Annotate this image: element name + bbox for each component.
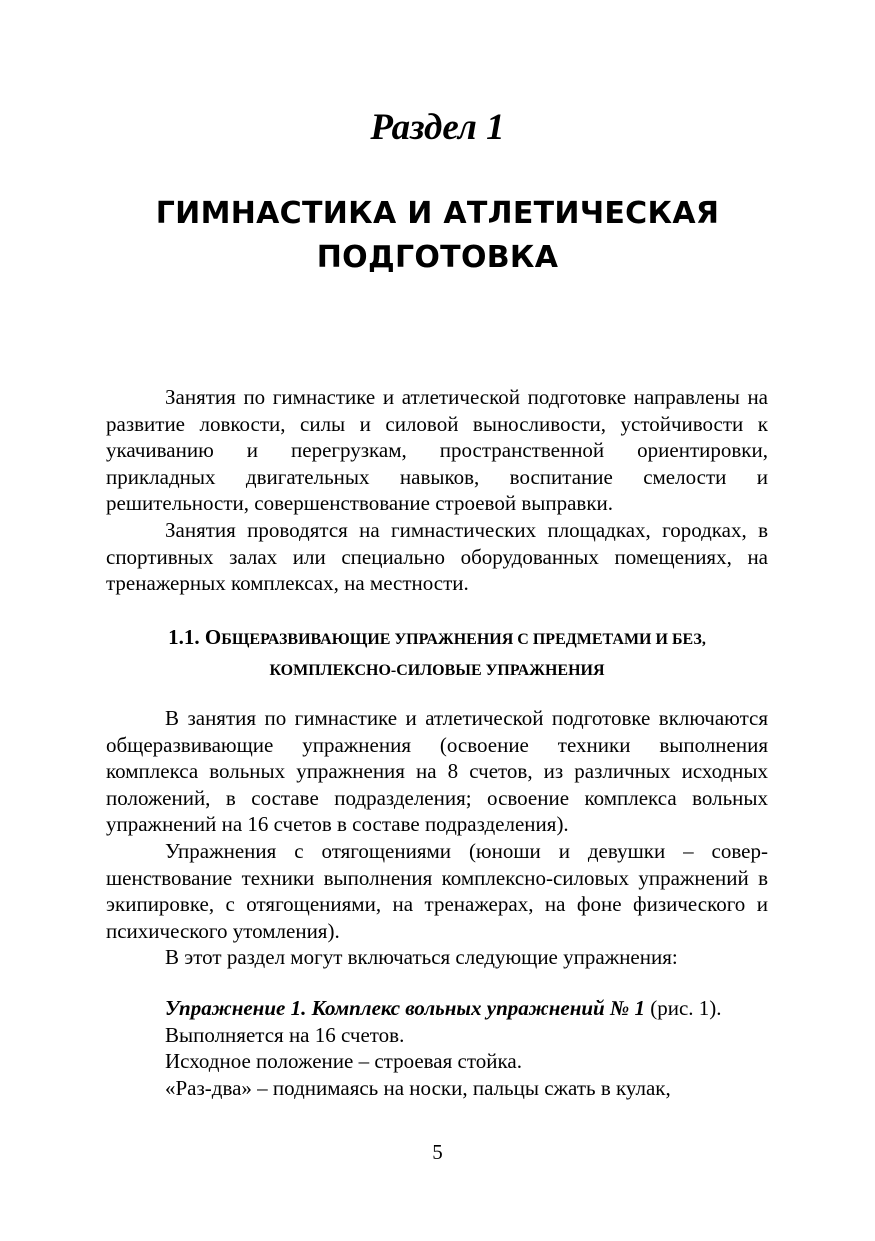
subsection-heading	[106, 622, 768, 686]
chapter-title-line-2: ПОДГОТОВКА	[316, 240, 559, 275]
body-text	[106, 705, 768, 971]
intro-paragraph-2: Занятия проводятся на гимнастических площадках, городках, в спортивных залах или специально оборудованных помещениях, на тренажерных комплексах, на местности.	[106, 517, 768, 596]
body-paragraph-1: В занятия по гимнастике и атлетической подготовке включаются общеразвивающие упражнения (освоение техники выполнения комплекса вольных упражнения на 8 счетов, из различных исходных положений, в составе подразделения; освоение комплекса вольных упражнений на 16 счетов в составе подразделения).	[106, 706, 768, 837]
subsection-number: 1.1.	[168, 625, 205, 649]
subsection-heading-line-2: КОМПЛЕКСНО-СИЛОВЫЕ УПРАЖНЕНИЯ	[269, 662, 605, 679]
exercise-title: Упражнение 1. Комплекс вольных упражнений № 1	[165, 996, 645, 1020]
exercise-title-suffix: (рис. 1).	[644, 996, 722, 1020]
subsection-initial: О	[204, 625, 222, 649]
page-number: 5	[432, 1140, 443, 1164]
exercise-text	[106, 995, 768, 1101]
chapter-title-line-1: ГИМНАСТИКА И АТЛЕТИЧЕСКАЯ	[155, 196, 720, 231]
exercise-line-2: Исходное положение – строевая стойка.	[165, 1049, 522, 1074]
chapter-title	[0, 192, 875, 280]
exercise-line-3: «Раз-два» – поднимаясь на носки, пальцы сжать в кулак,	[165, 1075, 671, 1100]
exercise-line-1: Выполняется на 16 счетов.	[165, 1022, 405, 1047]
body-paragraph-3: В этот раздел могут включаться следующие упражнения:	[165, 945, 678, 970]
section-label: Раздел 1	[370, 107, 505, 148]
exercise-heading	[106, 995, 768, 1022]
intro-text	[106, 384, 768, 597]
subsection-title-rest: БЩЕРАЗВИВАЮЩИЕ УПРАЖНЕНИЯ С ПРЕДМЕТАМИ И БЕЗ,	[221, 631, 706, 648]
subsection-heading-line-1	[106, 622, 768, 655]
body-paragraph-2: Упражнения с отягощениями (юноши и девушки – совершенствование техники выполнения комплексно-силовых упражнений в экипировке, с отягощениями, на тренажерах, на фоне физического и психического утомления).	[106, 838, 768, 943]
intro-paragraph-1: Занятия по гимнастике и атлетической подготовке направлены на развитие ловкости, силы и силовой выносливости, устойчивости к укачиванию и перегрузкам, пространственной ориентировки, прикладных двигательных навыков, воспитание смелости и решительности, совершенствование строевой выправки.	[106, 385, 768, 516]
